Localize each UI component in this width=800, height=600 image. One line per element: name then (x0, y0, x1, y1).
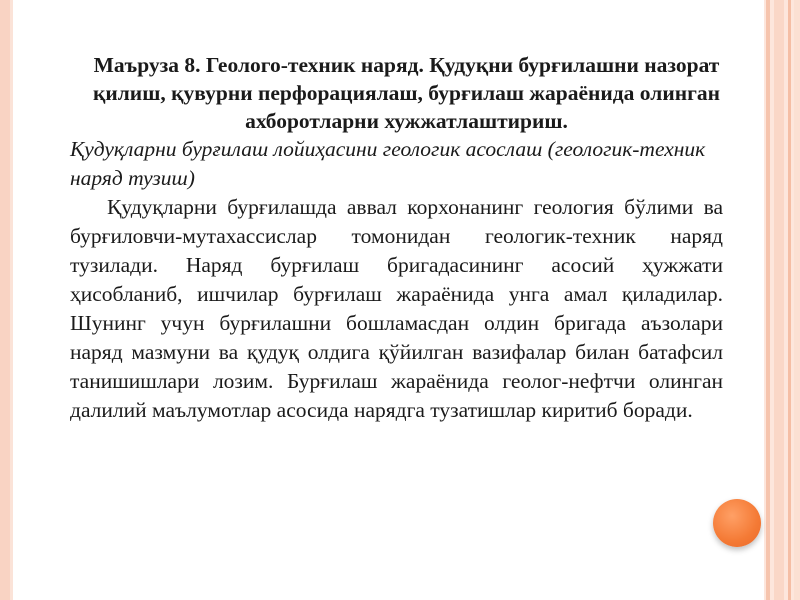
right-stripe (774, 0, 784, 600)
slide-title: Маъруза 8. Геолого-техник наряд. Қудуқни бурғилашни назорат қилиш, қувурни перфорациялаш, бурғилаш жараёнида олинган ахборотларни хужжатлаштириш. (92, 53, 721, 133)
right-stripe (794, 0, 800, 600)
left-decorative-stripe-inner (10, 0, 13, 600)
slide-subtitle: Қудуқларни бурғилаш лойиҳасини геологик асослаш (геологик-техник наряд тузиш) (70, 137, 706, 190)
left-decorative-stripe (0, 0, 10, 600)
right-stripe (788, 0, 791, 600)
decorative-orange-circle (713, 499, 761, 547)
slide-paragraph: Қудуқларни бурғилашда аввал корхонанинг геология бўлими ва бурғиловчи-мутахассислар томонидан геологик-техник наряд тузилади. Наряд бурғилаш бригадасининг асосий ҳужжати ҳисобланиб, ишчилар бурғилаш жараёнида унга амал қиладилар. Шунинг учун бурғилашни бошламасдан олдин бригада аъзолари наряд мазмуни ва қудуқ олдига қўйилган вазифалар билан батафсил танишишлари лозим. Бурғилаш жараёнида геолог-нефтчи олинган далилий маълумотлар асосида нарядга тузатишлар киритиб боради. (70, 195, 723, 422)
slide-content (70, 51, 723, 425)
right-stripe (766, 0, 770, 600)
